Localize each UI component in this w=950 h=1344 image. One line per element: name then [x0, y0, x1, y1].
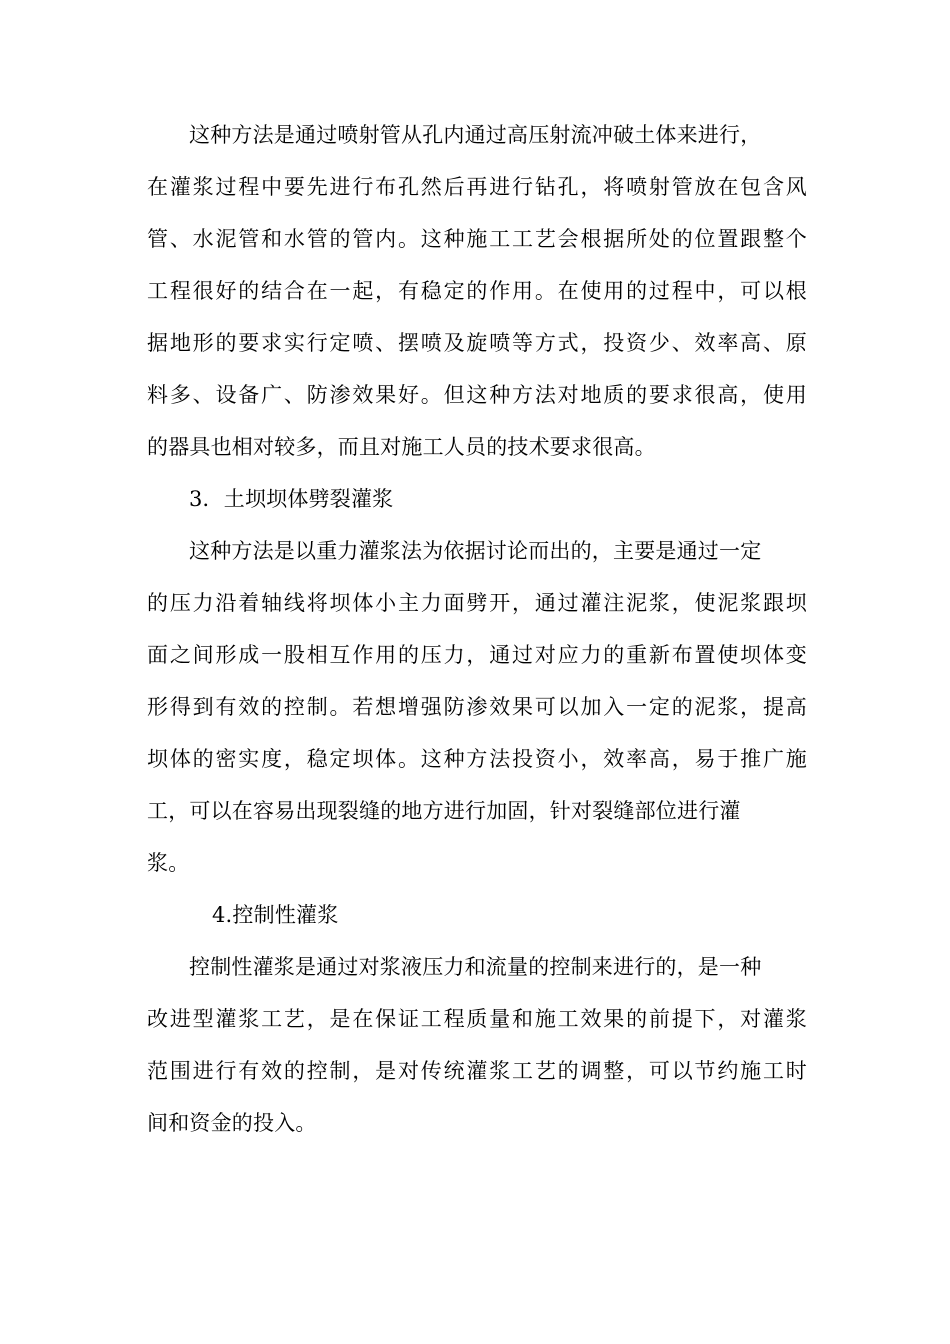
paragraph-2-line-1: 这种方法是以重力灌浆法为依据讨论而出的，主要是通过一定: [189, 539, 762, 563]
section-heading-3: 3．土坝坝体劈裂灌浆: [189, 487, 394, 511]
paragraph-2-line-4: 形得到有效的控制。若想增强防渗效果可以加入一定的泥浆，提高: [147, 695, 807, 719]
paragraph-1-line-2: 在灌浆过程中要先进行布孔然后再进行钻孔，将喷射管放在包含风: [147, 175, 807, 199]
paragraph-2-line-7: 浆。: [147, 851, 190, 875]
paragraph-1-line-1: 这种方法是通过喷射管从孔内通过高压射流冲破土体来进行，: [189, 123, 762, 147]
paragraph-3-line-3: 范围进行有效的控制，是对传统灌浆工艺的调整，可以节约施工时: [147, 1059, 807, 1083]
paragraph-1-line-4: 工程很好的结合在一起，有稳定的作用。在使用的过程中，可以根: [147, 279, 807, 303]
paragraph-1-line-6: 料多、设备广、防渗效果好。但这种方法对地质的要求很高，使用: [147, 383, 807, 407]
paragraph-2-line-5: 坝体的密实度，稳定坝体。这种方法投资小，效率高，易于推广施: [147, 747, 807, 771]
section-heading-4: 4.控制性灌浆: [212, 903, 339, 927]
paragraph-1-line-7: 的器具也相对较多，而且对施工人员的技术要求很高。: [147, 435, 656, 459]
paragraph-3-line-4: 间和资金的投入。: [147, 1111, 317, 1135]
paragraph-2-line-2: 的压力沿着轴线将坝体小主力面劈开，通过灌注泥浆，使泥浆跟坝: [147, 591, 807, 615]
paragraph-2-line-3: 面之间形成一股相互作用的压力，通过对应力的重新布置使坝体变: [147, 643, 807, 667]
paragraph-2-line-6: 工，可以在容易出现裂缝的地方进行加固，针对裂缝部位进行灌: [147, 799, 741, 823]
paragraph-1-line-5: 据地形的要求实行定喷、摆喷及旋喷等方式，投资少、效率高、原: [147, 331, 807, 355]
paragraph-1-line-3: 管、水泥管和水管的管内。这种施工工艺会根据所处的位置跟整个: [147, 227, 807, 251]
paragraph-3-line-1: 控制性灌浆是通过对浆液压力和流量的控制来进行的，是一种: [189, 955, 762, 979]
paragraph-3-line-2: 改进型灌浆工艺，是在保证工程质量和施工效果的前提下，对灌浆: [147, 1007, 807, 1031]
